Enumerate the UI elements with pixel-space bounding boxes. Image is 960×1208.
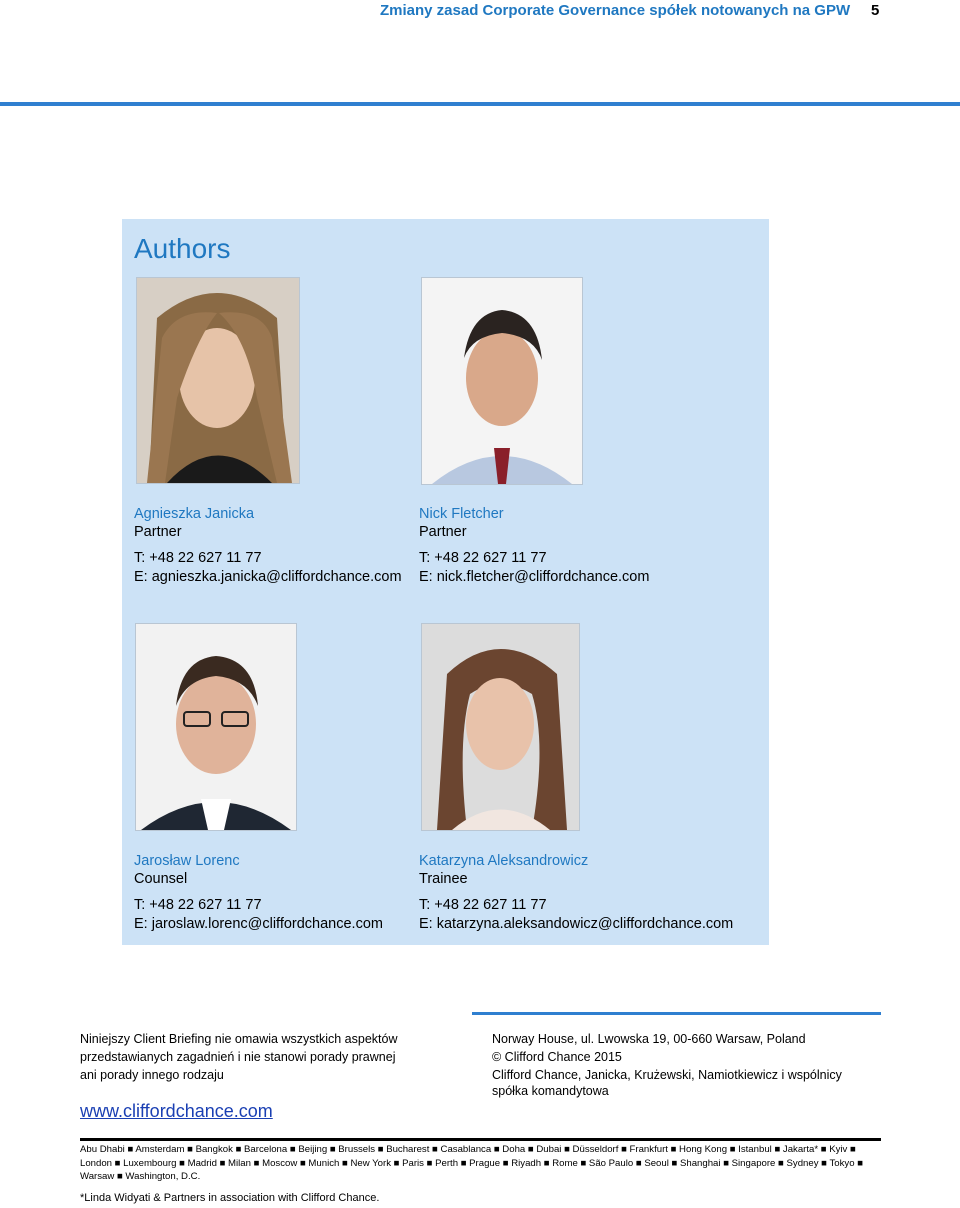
website-link[interactable]: www.cliffordchance.com <box>80 1101 273 1121</box>
copyright-notice: © Clifford Chance 2015 <box>492 1050 622 1064</box>
footnote: *Linda Widyati & Partners in association with Clifford Chance. <box>80 1192 380 1204</box>
disclaimer-line: ani porady innego rodzaju <box>80 1068 224 1082</box>
firm-address-block <box>492 1030 882 1099</box>
author-card-jaroslaw <box>134 852 383 934</box>
footer-divider <box>472 1012 881 1015</box>
author-email[interactable]: E: katarzyna.aleksandowicz@cliffordchance.com <box>419 916 734 932</box>
header-divider <box>0 102 960 106</box>
authors-panel <box>122 219 769 945</box>
document-header-title: Zmiany zasad Corporate Governance spółek notowanych na GPW <box>380 2 851 19</box>
author-name: Agnieszka Janicka <box>134 506 255 522</box>
author-phone: T: +48 22 627 11 77 <box>134 897 262 913</box>
author-email[interactable]: E: jaroslaw.lorenc@cliffordchance.com <box>134 916 383 932</box>
disclaimer-line: Niniejszy Client Briefing nie omawia wszystkich aspektów <box>80 1032 398 1046</box>
author-email[interactable]: E: agnieszka.janicka@cliffordchance.com <box>134 569 402 585</box>
author-card-katarzyna <box>419 852 733 934</box>
offices-divider <box>80 1138 881 1141</box>
author-name: Jarosław Lorenc <box>134 853 240 869</box>
author-email[interactable]: E: nick.fletcher@cliffordchance.com <box>419 569 650 585</box>
author-role: Trainee <box>419 871 468 887</box>
authors-heading: Authors <box>134 233 231 264</box>
author-photo-jaroslaw <box>135 623 297 831</box>
office-locations-list: Abu Dhabi ■ Amsterdam ■ Bangkok ■ Barcelona ■ Beijing ■ Brussels ■ Bucharest ■ Casablanca ■ Doha ■ Dubai ■ Düsseldorf ■ Frankfurt ■ Hong Kong ■ Istanbul ■ Jakarta* ■ Kyiv ■ London ■ Luxembourg ■ Madrid ■ Milan ■ Moscow ■ Munich ■ New York ■ Paris ■ Perth ■ Prague ■ Riyadh ■ Rome ■ São Paulo ■ Seoul ■ Shanghai ■ Singapore ■ Sydney ■ Tokyo ■ Warsaw ■ Washington, D.C. <box>80 1144 863 1182</box>
office-address: Norway House, ul. Lwowska 19, 00-660 Warsaw, Poland <box>492 1032 806 1046</box>
author-photo-agnieszka <box>136 277 300 484</box>
firm-name-line: spółka komandytowa <box>492 1084 609 1098</box>
author-role: Partner <box>134 524 182 540</box>
author-name: Katarzyna Aleksandrowicz <box>419 853 589 869</box>
page-number: 5 <box>871 2 880 19</box>
firm-name-line: Clifford Chance, Janicka, Krużewski, Namiotkiewicz i wspólnicy <box>492 1068 842 1082</box>
author-role: Partner <box>419 524 467 540</box>
author-role: Counsel <box>134 871 188 887</box>
disclaimer-text <box>80 1030 440 1084</box>
author-card-nick <box>419 505 649 587</box>
author-photo-nick <box>421 277 583 485</box>
disclaimer-line: przedstawianych zagadnień i nie stanowi porady prawnej <box>80 1050 396 1064</box>
author-phone: T: +48 22 627 11 77 <box>134 550 262 566</box>
author-phone: T: +48 22 627 11 77 <box>419 550 547 566</box>
author-name: Nick Fletcher <box>419 506 504 522</box>
author-phone: T: +48 22 627 11 77 <box>419 897 547 913</box>
author-card-agnieszka <box>134 505 402 587</box>
author-photo-katarzyna <box>421 623 580 831</box>
